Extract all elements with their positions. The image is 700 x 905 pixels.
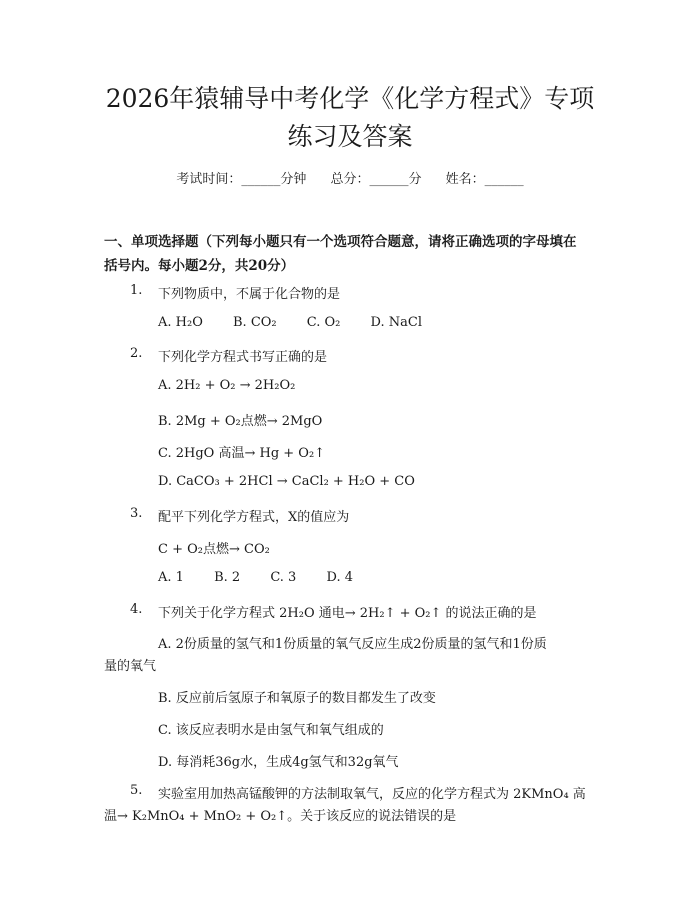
q1-option-d: D. NaCl xyxy=(370,315,423,330)
title-line-1: 2026年猿辅导中考化学《化学方程式》专项 xyxy=(105,84,595,113)
q1-option-a: A. H₂O xyxy=(158,315,203,330)
q1-stem: 下列物质中，不属于化合物的是 xyxy=(158,287,341,302)
q5-stem-line-2: 温→ K₂MnO₄ + MnO₂ + O₂↑。关于该反应的说法错误的是 xyxy=(104,809,457,824)
document-title xyxy=(60,80,640,156)
title-line-2: 练习及答案 xyxy=(287,122,413,151)
q3-option-d: D. 4 xyxy=(326,570,353,585)
q3-number: 3. xyxy=(130,506,143,521)
q5-number: 5. xyxy=(130,783,143,798)
q3-option-a: A. 1 xyxy=(158,570,184,585)
q1-options xyxy=(158,315,448,330)
q1-option-c: C. O₂ xyxy=(306,315,341,330)
q1-number: 1. xyxy=(130,283,143,298)
section-heading xyxy=(104,230,604,278)
q2-option-c: C. 2HgO 高温→ Hg + O₂↑ xyxy=(158,446,326,461)
q4-option-d: D. 每消耗36g水，生成4g氢气和32g氧气 xyxy=(158,755,399,770)
q3-options xyxy=(158,570,379,585)
q5-stem-line-1: 实验室用加热高锰酸钾的方法制取氧气，反应的化学方程式为 2KMnO₄ 高 xyxy=(158,787,586,802)
exam-score: 总分：______分 xyxy=(330,172,422,187)
q2-option-b: B. 2Mg + O₂点燃→ 2MgO xyxy=(158,414,323,429)
q2-option-a: A. 2H₂ + O₂ → 2H₂O₂ xyxy=(158,378,296,393)
q2-stem: 下列化学方程式书写正确的是 xyxy=(158,350,328,365)
q3-stem: 配平下列化学方程式，X的值应为 xyxy=(158,510,350,525)
q2-option-d: D. CaCO₃ + 2HCl → CaCl₂ + H₂O + CO xyxy=(158,474,415,489)
q2-number: 2. xyxy=(130,346,143,361)
section-heading-line-2: 括号内。每小题2分，共20分） xyxy=(104,258,295,274)
q4-option-b: B. 反应前后氢原子和氧原子的数目都发生了改变 xyxy=(158,691,436,706)
exam-time: 考试时间：______分钟 xyxy=(176,172,307,187)
q4-option-a-line-2: 量的氧气 xyxy=(104,659,157,674)
q4-number: 4. xyxy=(130,602,143,617)
q4-option-c: C. 该反应表明水是由氢气和氧气组成的 xyxy=(158,723,384,738)
q3-option-b: B. 2 xyxy=(214,570,241,585)
q4-stem: 下列关于化学方程式 2H₂O 通电→ 2H₂↑ + O₂↑ 的说法正确的是 xyxy=(158,606,537,621)
exam-meta xyxy=(0,168,700,187)
q4-option-a-line-1: A. 2份质量的氢气和1份质量的氧气反应生成2份质量的氢气和1份质 xyxy=(158,637,547,652)
q3-option-c: C. 3 xyxy=(270,570,297,585)
q1-option-b: B. CO₂ xyxy=(233,315,277,330)
q3-equation: C + O₂点燃→ CO₂ xyxy=(158,542,270,557)
section-heading-line-1: 一、单项选择题（下列每小题只有一个选项符合题意，请将正确选项的字母填在 xyxy=(104,234,577,250)
exam-name: 姓名：______ xyxy=(445,172,524,187)
